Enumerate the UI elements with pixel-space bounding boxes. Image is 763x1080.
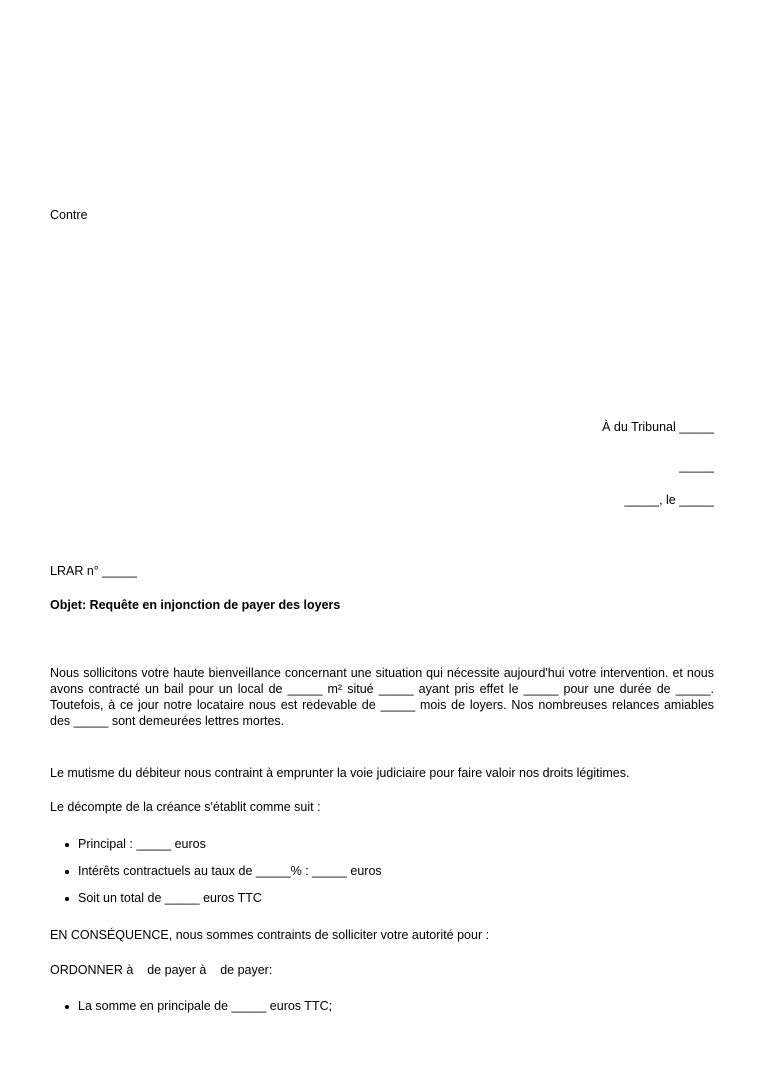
list-item: La somme en principale de _____ euros TTC;	[78, 999, 333, 1013]
body-paragraph-order: ORDONNER à de payer à de payer:	[50, 963, 273, 977]
body-paragraph-consequence: EN CONSÉQUENCE, nous sommes contraints de solliciter votre autorité pour :	[50, 928, 490, 942]
contre-label: Contre	[50, 208, 88, 222]
order-list	[50, 998, 332, 1025]
body-paragraph-judicial-route: Le mutisme du débiteur nous contraint à emprunter la voie judiciaire pour faire valoir nos droits légitimes.	[50, 766, 630, 780]
list-item: Intérêts contractuels au taux de _____% : _____ euros	[78, 864, 382, 878]
body-paragraph-situation: Nous sollicitons votre haute bienveillance concernant une situation qui nécessite aujourd'hui votre intervention. et nous avons contracté un bail pour un local de _____ m² situé _____ ayant pris effet le _____ pour une durée de _____. Toutefois, à ce jour notre locataire nous est redevable de _____ mois de loyers. Nos nombreuses relances amiables des _____ sont demeurées lettres mortes.	[50, 666, 714, 728]
list-item: Soit un total de _____ euros TTC	[78, 890, 382, 906]
body-paragraph-claim-intro: Le décompte de la créance s'établit comme suit :	[50, 800, 321, 814]
subject-line: Objet: Requête en injonction de payer des loyers	[50, 598, 341, 612]
addressee-address: _____	[679, 459, 714, 473]
addressee-tribunal: À du Tribunal _____	[602, 420, 714, 434]
place-and-date: _____, le _____	[624, 493, 714, 507]
list-item: Principal : _____ euros	[78, 836, 382, 852]
registered-letter-reference: LRAR n° _____	[50, 564, 137, 578]
claim-breakdown-list	[50, 836, 382, 917]
